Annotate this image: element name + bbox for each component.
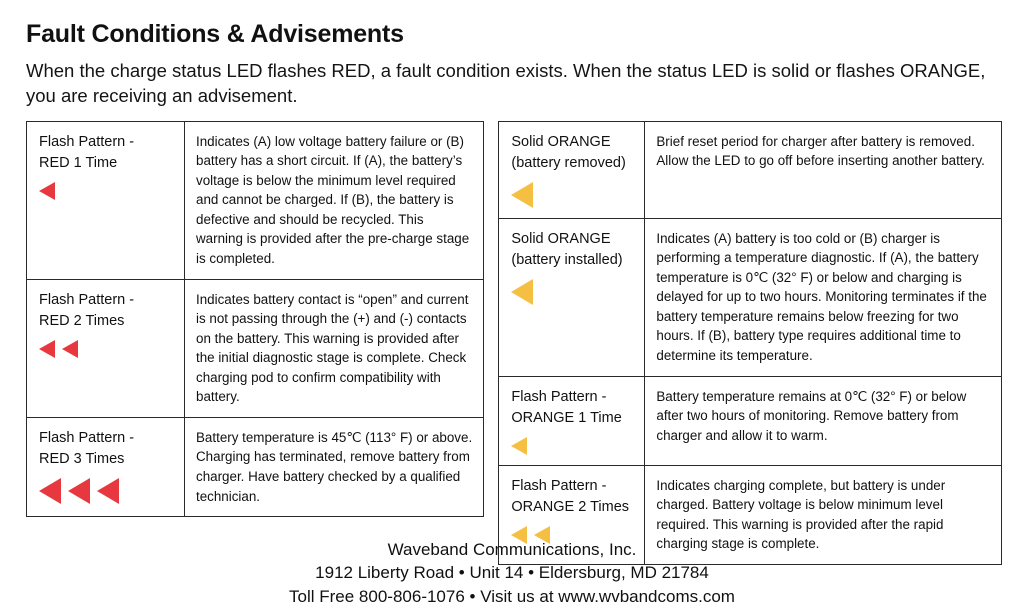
footer — [0, 538, 1024, 608]
table-row — [27, 280, 483, 418]
led-red-icon — [39, 340, 55, 358]
led-red-icon — [97, 478, 119, 504]
row-description: Indicates (A) battery is too cold or (B) charger is performing a temperature diagnostic. If (A), the battery temperature is 0℃ (32° F) or below and charging is delayed for up to two hours. Monitoring terminates if the battery temperature remains below freezing for two hours. If (B), battery type requires additional time to determine its temperature. — [656, 230, 987, 363]
red-fault-table — [26, 121, 484, 518]
label-line-1: Solid ORANGE — [511, 230, 611, 247]
row-label — [27, 418, 185, 516]
label-line-2: (battery installed) — [511, 251, 623, 268]
led-indicator-group — [39, 478, 176, 504]
label-line-2: (battery removed) — [511, 154, 626, 171]
row-label — [27, 122, 185, 279]
led-indicator-group — [39, 340, 176, 358]
led-indicator-group — [511, 279, 636, 305]
label-line-2: RED 3 Times — [39, 450, 125, 467]
led-orange-icon — [511, 182, 533, 208]
label-line-1: Flash Pattern - — [39, 133, 135, 150]
row-label — [499, 219, 645, 376]
label-line-1: Flash Pattern - — [511, 388, 607, 405]
led-red-icon — [68, 478, 90, 504]
led-indicator-group — [511, 437, 636, 455]
table-row — [27, 418, 483, 516]
tables-container — [26, 121, 1002, 565]
led-orange-icon — [511, 279, 533, 305]
row-description: Battery temperature remains at 0℃ (32° F) or below after two hours of monitoring. Remove battery from charger and allow it to warm. — [656, 388, 967, 443]
led-orange-icon — [511, 437, 527, 455]
table-row — [499, 377, 1001, 466]
led-indicator-group — [39, 182, 176, 200]
footer-company: Waveband Communications, Inc. — [387, 539, 637, 559]
led-red-icon — [39, 478, 61, 504]
table-row — [27, 122, 483, 280]
row-description: Indicates charging complete, but battery is under charged. Battery voltage is below minimum level required. This warning is provided after the rapid charging stage is complete. — [656, 477, 946, 552]
label-line-2: RED 1 Time — [39, 154, 118, 171]
row-description: Indicates battery contact is “open” and current is not passing through the (+) and (-) contacts on the battery. This warning is provided after the initial diagnostic stage is complete. Check charging pod to confirm compatibility with battery. — [196, 291, 469, 405]
row-description: Indicates (A) low voltage battery failure or (B) battery has a short circuit. If (A), the battery’s voltage is below the minimum level required and cannot be charged. If (B), the battery is defective and should be recycled. This warning is provided after the pre-charge stage is completed. — [196, 133, 470, 266]
footer-contact: Toll Free 800-806-1076 • Visit us at www.wvbandcoms.com — [289, 586, 735, 606]
label-line-1: Flash Pattern - — [511, 477, 607, 494]
led-indicator-group — [511, 182, 636, 208]
row-label — [499, 377, 645, 465]
row-description: Brief reset period for charger after battery is removed. Allow the LED to go off before inserting another battery. — [656, 133, 985, 169]
row-label — [27, 280, 185, 417]
label-line-2: ORANGE 2 Times — [511, 498, 630, 515]
label-line-1: Flash Pattern - — [39, 291, 135, 308]
label-line-2: RED 2 Times — [39, 312, 125, 329]
intro-paragraph: When the charge status LED flashes RED, a fault condition exists. When the status LED is solid or flashes ORANGE, you are receiving an advisement. — [26, 60, 986, 106]
led-red-icon — [39, 182, 55, 200]
row-description: Battery temperature is 45℃ (113° F) or above. Charging has terminated, remove battery from charger. Have battery checked by a qualified technician. — [196, 429, 473, 504]
label-line-1: Flash Pattern - — [39, 429, 135, 446]
orange-advisement-table — [498, 121, 1002, 565]
table-row — [499, 122, 1001, 219]
label-line-2: ORANGE 1 Time — [511, 409, 622, 426]
footer-address: 1912 Liberty Road • Unit 14 • Eldersburg, MD 21784 — [315, 563, 709, 583]
label-line-1: Solid ORANGE — [511, 133, 611, 150]
table-row — [499, 219, 1001, 377]
row-label — [499, 122, 645, 218]
led-red-icon — [62, 340, 78, 358]
page-title: Fault Conditions & Advisements — [26, 20, 404, 48]
